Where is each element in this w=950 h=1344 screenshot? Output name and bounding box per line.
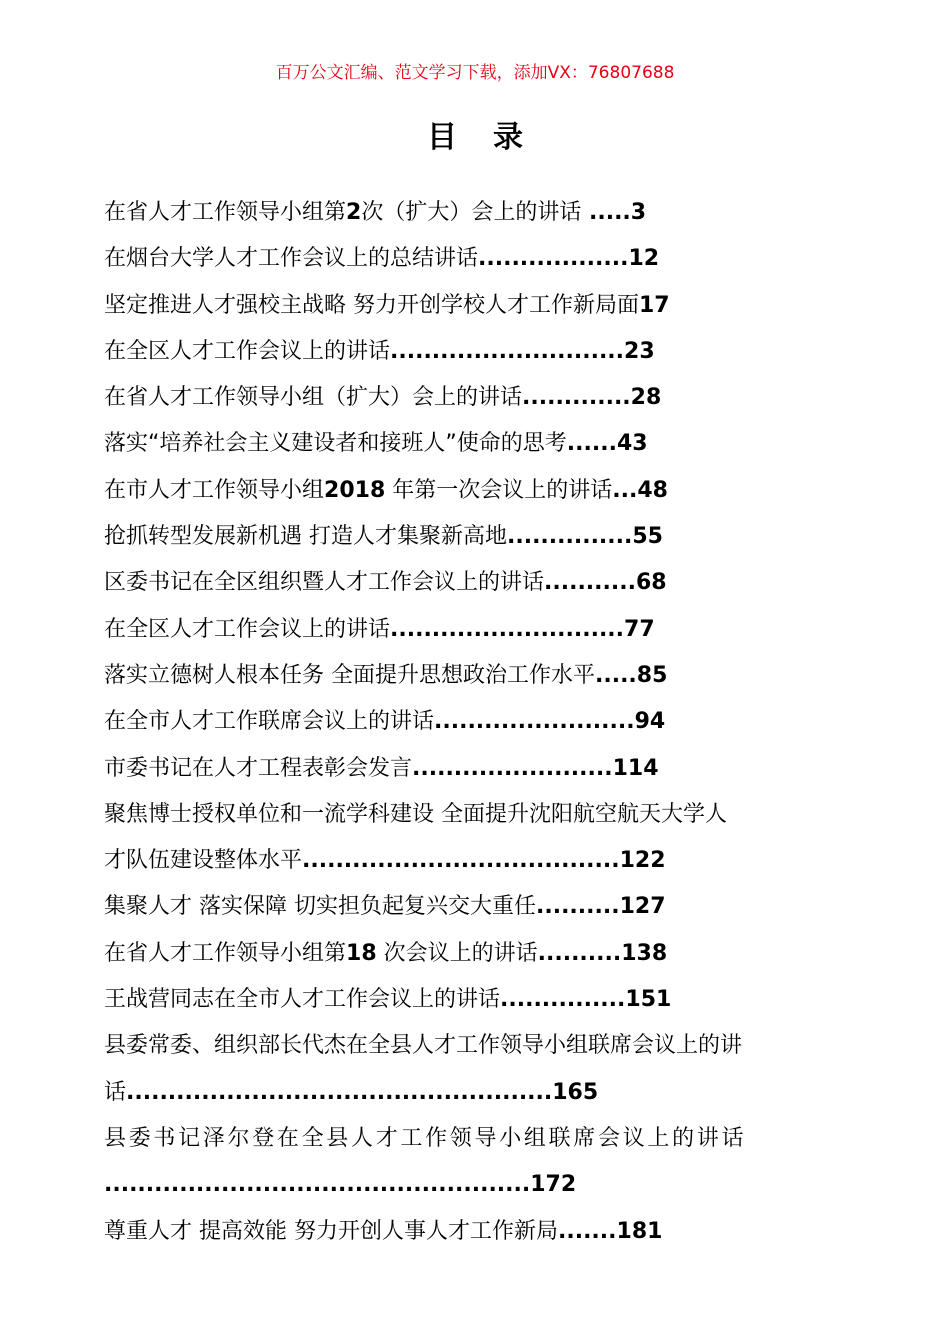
entry-title: 抢抓转型发展新机遇 打造人才集聚新高地 bbox=[104, 524, 507, 550]
entry-page-number: 127 bbox=[619, 894, 666, 920]
toc-entry[interactable] bbox=[104, 468, 846, 514]
entry-title: 在省人才工作领导小组第 bbox=[104, 200, 347, 225]
entry-page-number: 77 bbox=[624, 616, 655, 642]
entry-title-line1: 县委书记泽尔登在全县人才工作领导小组联席会议上的讲话 bbox=[104, 1125, 747, 1151]
entry-title: 王战营同志在全市人才工作会议上的讲话 bbox=[104, 987, 501, 1013]
entry-page-number: 12 bbox=[628, 246, 660, 272]
entry-page-number: 165 bbox=[552, 1079, 599, 1105]
entry-leader-dots: ............... bbox=[507, 524, 633, 550]
entry-leader-dots: ... bbox=[612, 477, 638, 503]
entry-leader-dots: ............... bbox=[500, 987, 626, 1013]
entry-leader-dots: ............................ bbox=[390, 616, 625, 642]
entry-page-number: 151 bbox=[625, 987, 672, 1013]
entry-title: 市委书记在人才工程表彰会发言 bbox=[104, 755, 413, 781]
entry-page-number: 181 bbox=[616, 1218, 663, 1244]
entry-title-line1: 县委常委、组织部长代杰在全县人才工作领导小组联席会议上的讲 bbox=[104, 1033, 743, 1059]
toc-entry[interactable] bbox=[104, 746, 846, 792]
entry-page-number: 172 bbox=[530, 1172, 577, 1198]
entry-leader-dots: ....... bbox=[558, 1218, 617, 1244]
entry-leader-dots: ................................................... bbox=[126, 1079, 553, 1105]
entry-title: 在省人才工作领导小组第 bbox=[104, 940, 347, 966]
table-of-contents bbox=[104, 190, 846, 1255]
toc-title: 目录 bbox=[427, 120, 559, 155]
toc-entry[interactable] bbox=[104, 792, 846, 885]
entry-title: 在全区人才工作会议上的讲话 bbox=[104, 338, 391, 364]
toc-entry[interactable] bbox=[104, 190, 846, 236]
entry-page-number: 48 bbox=[637, 477, 668, 503]
entry-leader-dots: ............. bbox=[522, 385, 631, 411]
entry-page-number: 138 bbox=[621, 940, 668, 966]
header-note: 百万公文汇编、范文学习下载，添加VX：76807688 bbox=[275, 63, 675, 83]
toc-entry[interactable] bbox=[104, 977, 846, 1023]
entry-leader-dots: .......... bbox=[537, 940, 622, 966]
entry-title-rest: 次会议上的讲话 bbox=[376, 940, 538, 966]
entry-title: 在全市人才工作联席会议上的讲话 bbox=[104, 709, 435, 735]
entry-title: 落实立德树人根本任务 全面提升思想政治工作水平 bbox=[104, 662, 595, 688]
entry-title: 区委书记在全区组织暨人才工作会议上的讲话 bbox=[104, 570, 545, 596]
entry-page-number: 94 bbox=[634, 709, 666, 735]
entry-number: 18 bbox=[346, 940, 377, 966]
toc-entry[interactable] bbox=[104, 283, 846, 329]
toc-entry[interactable] bbox=[104, 421, 846, 467]
entry-leader-dots: ........................ bbox=[412, 755, 613, 781]
toc-entry[interactable] bbox=[104, 699, 846, 745]
entry-title: 集聚人才 落实保障 切实担负起复兴交大重任 bbox=[104, 894, 536, 920]
toc-entry[interactable] bbox=[104, 607, 846, 653]
entry-page-number: 23 bbox=[624, 338, 655, 364]
entry-title: 话 bbox=[104, 1079, 127, 1105]
toc-entry[interactable] bbox=[104, 1023, 846, 1116]
entry-number: 2018 bbox=[324, 477, 386, 503]
entry-title-line2 bbox=[104, 1070, 846, 1116]
entry-title: 在全区人才工作会议上的讲话 bbox=[104, 616, 391, 642]
entry-title: 坚定推进人才强校主战略 努力开创学校人才工作新局面 bbox=[104, 292, 639, 318]
entry-page-number: 114 bbox=[612, 755, 659, 781]
entry-number: 2 bbox=[346, 200, 362, 225]
toc-entry[interactable] bbox=[104, 653, 846, 699]
entry-title: 在省人才工作领导小组（扩大）会上的讲话 bbox=[104, 385, 523, 411]
entry-title-line1: 聚焦博士授权单位和一流学科建设 全面提升沈阳航空航天大学人 bbox=[104, 801, 727, 827]
toc-entry[interactable] bbox=[104, 931, 846, 977]
toc-entry[interactable] bbox=[104, 236, 846, 282]
entry-title-line2 bbox=[104, 838, 846, 884]
entry-leader-dots: ................................................... bbox=[104, 1172, 531, 1198]
entry-leader-dots: ..... bbox=[595, 662, 637, 688]
toc-entry[interactable] bbox=[104, 884, 846, 930]
entry-leader-dots: ........................ bbox=[434, 709, 635, 735]
entry-page-number: 55 bbox=[632, 524, 663, 550]
entry-page-number: 3 bbox=[630, 200, 647, 225]
entry-title: 尊重人才 提高效能 努力开创人事人才工作新局 bbox=[104, 1218, 558, 1244]
entry-title: 在烟台大学人才工作会议上的总结讲话 bbox=[104, 246, 479, 272]
toc-entry[interactable] bbox=[104, 560, 846, 606]
toc-entry[interactable] bbox=[104, 329, 846, 375]
entry-title-rest: 年第一次会议上的讲话 bbox=[385, 477, 613, 503]
entry-page-number: 122 bbox=[619, 848, 666, 874]
entry-page-number: 85 bbox=[636, 662, 668, 688]
entry-title: 才队伍建设整体水平 bbox=[104, 848, 303, 874]
entry-title-rest: 次（扩大）会上的讲话 bbox=[361, 200, 582, 225]
entry-leader-dots: ............................ bbox=[390, 338, 625, 364]
entry-leader-dots: ...... bbox=[566, 431, 617, 457]
entry-leader-dots: .................. bbox=[478, 246, 629, 272]
entry-page-number: 17 bbox=[639, 292, 670, 318]
toc-entry[interactable] bbox=[104, 514, 846, 560]
entry-leader-dots: ...................................... bbox=[302, 848, 620, 874]
entry-title: 落实“培养社会主义建设者和接班人”使命的思考 bbox=[104, 431, 567, 457]
entry-leader-dots: ..... bbox=[581, 200, 631, 225]
toc-entry[interactable] bbox=[104, 1209, 846, 1255]
toc-entry[interactable] bbox=[104, 375, 846, 421]
entry-leader-dots: ........... bbox=[544, 570, 636, 596]
entry-title-line2 bbox=[104, 1162, 846, 1208]
entry-page-number: 68 bbox=[635, 570, 667, 596]
entry-page-number: 28 bbox=[630, 385, 662, 411]
entry-title: 在市人才工作领导小组 bbox=[104, 477, 325, 503]
entry-leader-dots: .......... bbox=[536, 894, 620, 920]
entry-page-number: 43 bbox=[616, 431, 648, 457]
toc-entry[interactable] bbox=[104, 1116, 846, 1209]
